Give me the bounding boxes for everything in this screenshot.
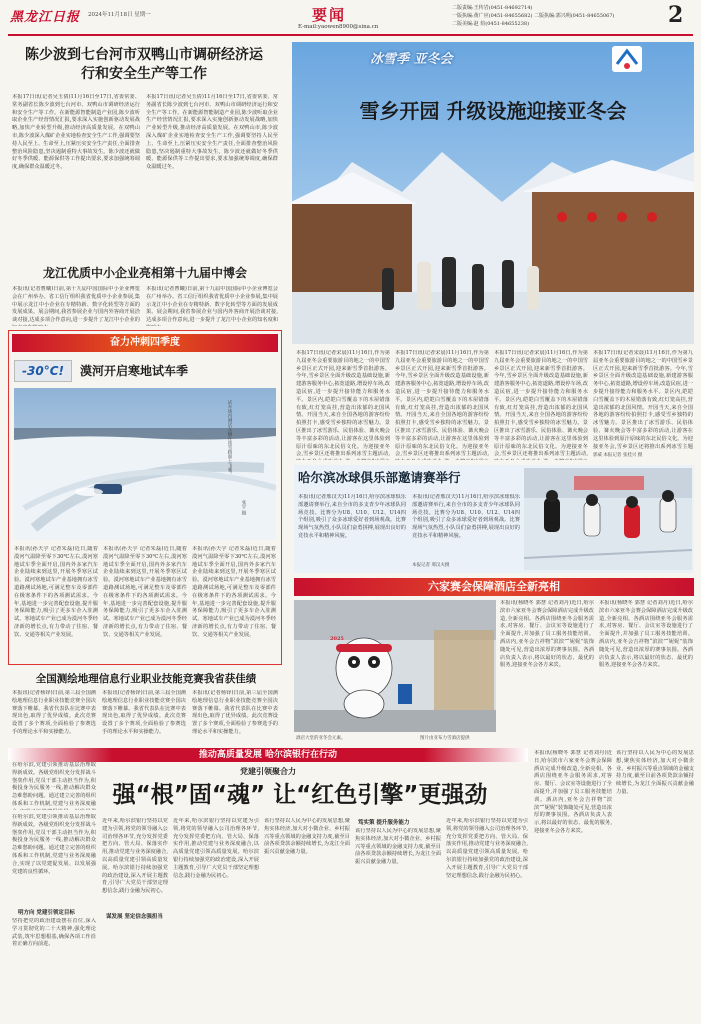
headline-article4: 全国测绘地理信息行业职业技能竞赛我省获佳绩: [35, 673, 257, 685]
hotels-body-col2: 本报讯(杨晓冬 郭慧 记者刘丹)近日,哈尔滨市六家亚冬会赛会保障酒店完成升级改造,全新亮相。各酒店围绕亚冬会服务需求,对客房、餐厅、会议室等设施进行了全面提升,并加强了员工服务技能培训。酒店内,亚冬会吉祥物“滨滨”“妮妮”装饰随处可见,营造出浓厚的赛事氛围。各酒店负责人表示,将以最好的状态、最优的服务,迎接亚冬会各方来宾。: [599, 600, 693, 669]
issue-date: 2024年11月18日 星期一: [88, 12, 151, 18]
bank-body-col1: 近年来,哈尔滨银行坚持以党建为引领,将党的领导融入公司治理各环节,充分发挥党委把方向、管大局、保落实作用,推动党建与业务深度融合,以高质量党建引领高质量发展。哈尔滨银行持续加强党的政治建设,深入开展主题教育,引导广大党员干部坚定理想信念,践行金融为民初心。: [102, 818, 168, 895]
article4-body-col1: 本报讯(记者杨铎)日前,第三届全国测绘地理信息行业职业技能竞赛全国决赛落下帷幕。我省代表队在比赛中表现出色,取得了优异成绩。此次竞赛设置了多个赛项,全面检验了参赛选手的理论水平和实操能力。: [12, 690, 96, 735]
article5-body-top: 在哈尔滨,党建引领推动基层治理取得新成效。各级党组织充分发挥战斗堡垒作用,党员干部主动担当作为,积极投身为民服务一线,推动解决群众急难愁盼问题。通过建立完善的组织体系和工作机制,党建与业务深度融: [12, 762, 96, 807]
hero-logo-line: 冰雪季 亚冬会: [370, 52, 453, 67]
section-email: E-mail:yaowen8900@sina.cn: [298, 24, 379, 30]
photographer-hero: 郭威 本报记者 张桂兴 摄: [593, 453, 643, 458]
headline-bank: 强“根”固“魂” 让“红色引擎”更强劲: [112, 782, 488, 808]
hockey-body-col2: 本报讯(记者邢汉夫)11月16日,哈尔滨冰球俱乐部邀请赛举行,来自全市的多支青少年冰球队同场竞技。比赛分为U8、U10、U12、U14四个组别,吸引了众多冰球爱好者到场观战。比赛现场气氛热烈,小队员们奋勇拼搏,展现出良好的竞技水平和精神风貌。: [412, 494, 520, 539]
hero-body-col1: 本报17日讯(记者宋晨)11月16日,作为第九届亚冬会重要旅游目的地之一的中国雪乡景区正式开园,迎来新雪季首批游客。今年,雪乡景区全面升级改造基础设施,新建游客服务中心,拓宽道路,增设停车场,改造民宿,进一步提升接待能力和服务水平。景区内,皑皑白雪覆盖下的木屋错落有致,红灯笼高挂,营造出浓郁的北国风情。开园当天,来自全国各地的游客纷纷拍照打卡,感受雪乡独特的冰雪魅力。景区推出了冰雪游乐、民俗体验、篝火晚会等丰富多彩的活动,让游客在这里体验到原汁原味的东北民俗文化。为迎接亚冬会,雪乡景区还将推出系列冰雪主题活动,: [296, 350, 390, 458]
hero-body-col2: 本报17日讯(记者宋晨)11月16日,作为第九届亚冬会重要旅游目的地之一的中国雪乡景区正式开园,迎来新雪季首批游客。今年,雪乡景区全面升级改造基础设施,新建游客服务中心,拓宽道路,增设停车场,改造民宿,进一步提升接待能力和服务水平。景区内,皑皑白雪覆盖下的木屋错落有致,红灯笼高挂,营造出浓郁的北国风情。开园当天,来自全国各地的游客纷纷拍照打卡,感受雪乡独特的冰雪魅力。景区推出了冰雪游乐、民俗体验、篝火晚会等丰富多彩的活动,让游客在这里体验到原汁原味的东北民俗文化。为迎接亚冬会,雪乡景区还将推出系列冰雪主题活动,: [395, 350, 489, 458]
headline-hero: 雪乡开园 升级设施迎接亚冬会: [359, 99, 627, 123]
headline-article3: 漠河开启寒地试车季: [80, 364, 189, 378]
section-title: 要闻: [312, 6, 347, 24]
photo-hockey-players: [524, 468, 692, 570]
photo-caption-article3: 试车场内测试车辆在冰雪路面上飞驰。: [227, 400, 232, 477]
asian-winter-games-emblem: [612, 46, 642, 72]
hero-body-col3: 本报17日讯(记者宋晨)11月16日,作为第九届亚冬会重要旅游目的地之一的中国雪乡景区正式开园,迎来新雪季首批游客。今年,雪乡景区全面升级改造基础设施,新建游客服务中心,拓宽道路,增设停车场,改造民宿,进一步提升接待能力和服务水平。景区内,皑皑白雪覆盖下的木屋错落有致,红灯笼高挂,营造出浓郁的北国风情。开园当天,来自全国各地的游客纷纷拍照打卡,感受雪乡独特的冰雪魅力。景区推出了冰雪游乐、民俗体验、篝火晚会等丰富多彩的活动,让游客在这里体验到原汁原味的东北民俗文化。为迎接亚冬会,雪乡景区还将推出系列冰雪主题活动,: [494, 350, 588, 458]
bank-body-col6: 该行坚持以人民为中心的发展思想,聚焦实体经济,加大对小微企业、乡村振兴等重点领域的金融支持力度,截至目前各项贷款余额持续增长,为龙江全面振兴贡献金融力量。: [616, 750, 694, 795]
hotels-body-col3: 本报讯(杨晓冬 郭慧 记者刘丹)近日,哈尔滨市六家亚冬会赛会保障酒店完成升级改造,全新亮相。各酒店围绕亚冬会服务需求,对客房、餐厅、会议室等设施进行了全面提升,并加强了员工服务技能培训。酒店内,亚冬会吉祥物“滨滨”“妮妮”装饰随处可见,营造出浓厚的赛事氛围。各酒店负责人表示,将以最好的状态、最优的服务,迎接亚冬会各方来宾。: [534, 750, 612, 834]
banner-fourth-quarter: 奋力冲刺四季度: [12, 334, 278, 352]
newspaper-logo: 黑龙江日报: [10, 10, 81, 25]
bank-body-col5: 近年来,哈尔滨银行坚持以党建为引领,将党的领导融入公司治理各环节,充分发挥党委把方向、管大局、保落实作用,推动党建与业务深度融合,以高质量党建引领高质量发展。哈尔滨银行持续加强党的政治建设,深入开展主题教育,引导广大党员干部坚定理想信念,践行金融为民初心。: [446, 818, 528, 879]
subhead-article5: 明方向 党建引领定目标: [18, 910, 75, 916]
headline-article1: 陈少波到七台河市双鸭山市调研经济运行和安全生产等工作: [25, 47, 263, 82]
article3-body-col3: 本报讯(孙天宇 记者朱磊)近日,随着漠河气温降至零下30℃左右,漠河寒地试车季全面开启,国内外多家汽车企业陆续来到这里,开展冬季寒区试验。漠河寒地试车产业基地拥有冰雪道路测试场地,可满足整车及零部件在极寒条件下的各项测试需求。今年,基地进一步完善配套设施,提升服务保障能力,吸引了更多车企入驻测试。寒地试车产业已成为漠河冬季经济新的增长点,有力带动了住宿、餐饮、交通等相关产业发展。: [192, 546, 276, 638]
photographer-hotels: 图片由亚布力雪酒店提供: [420, 736, 470, 741]
hockey-body-col1: 本报讯(记者邢汉夫)11月16日,哈尔滨冰球俱乐部邀请赛举行,来自全市的多支青少年冰球队同场竞技。比赛分为U8、U10、U12、U14四个组别,吸引了众多冰球爱好者到场观战。比赛现场气氛热烈,小队员们奋勇拼搏,展现出良好的竞技水平和精神风貌。: [298, 494, 406, 539]
page-number: 2: [668, 2, 684, 28]
editor-credits: [452, 4, 615, 28]
article3-body-col1: 本报讯(孙天宇 记者朱磊)近日,随着漠河气温降至零下30℃左右,漠河寒地试车季全面开启,国内外多家汽车企业陆续来到这里,开展冬季寒区试验。漠河寒地试车产业基地拥有冰雪道路测试场地,可满足整车及零部件在极寒条件下的各项测试需求。今年,基地进一步完善配套设施,提升服务保障能力,吸引了更多车企入驻测试。寒地试车产业已成为漠河冬季经济新的增长点,有力带动了住宿、餐饮、交通等相关产业发展。: [14, 546, 98, 638]
hero-body-col4: 本报17日讯(记者宋晨)11月16日,作为第九届亚冬会重要旅游目的地之一的中国雪乡景区正式开园,迎来新雪季首批游客。今年,雪乡景区全面升级改造基础设施,新建游客服务中心,拓宽道路,增设停车场,改造民宿,进一步提升接待能力和服务水平。景区内,皑皑白雪覆盖下的木屋错落有致,红灯笼高挂,营造出浓郁的北国风情。开园当天,来自全国各地的游客纷纷拍照打卡,感受雪乡独特的冰雪魅力。景区推出了冰雪游乐、民俗体验、篝火晚会等丰富多彩的活动,让游客在这里体验到原汁原味的东北民俗文化。为迎接亚冬会,雪乡景区还将推出系列冰雪主题: [593, 350, 693, 450]
subhead-bank-2: 谋发展 坚定信念强担当: [106, 914, 163, 920]
bank-body-col2: 近年来,哈尔滨银行坚持以党建为引领,将党的领导融入公司治理各环节,充分发挥党委把方向、管大局、保落实作用,推动党建与业务深度融合,以高质量党建引领高质量发展。哈尔滨银行持续加强党的政治建设,深入开展主题教育,引导广大党员干部坚定理想信念,践行金融为民初心。: [173, 818, 259, 879]
article2-body-col2: 本报讯(记者曹曦)日前,第十九届中国国际中小企业博览会在广州举办。省工信厅组织我省优质中小企业参展,集中展示龙江中小企业在专精特新、数字化转型等方面的发展成果。展会期间,我省参展企业与国内外客商开展洽谈对接,达成多项合作意向,进一步提升了龙江中小企业的知名度和: [146, 286, 278, 324]
headline-article2: 龙江优质中小企业亮相第十九届中博会: [42, 266, 247, 280]
bank-body-col3: 该行坚持以人民为中心的发展思想,聚焦实体经济,加大对小微企业、乡村振兴等重点领域的金融支持力度,截至目前各项贷款余额持续增长,为龙江全面振兴贡献金融力量。: [264, 818, 350, 856]
article3-body-col2: 本报讯(孙天宇 记者朱磊)近日,随着漠河气温降至零下30℃左右,漠河寒地试车季全面开启,国内外多家汽车企业陆续来到这里,开展冬季寒区试验。漠河寒地试车产业基地拥有冰雪道路测试场地,可满足整车及零部件在极寒条件下的各项测试需求。今年,基地进一步完善配套设施,提升服务保障能力,吸引了更多车企入驻测试。寒地试车产业已成为漠河冬季经济新的增长点,有力带动了住宿、餐饮、交通等相关产业发展。: [103, 546, 187, 638]
kicker-bank: 党建引领聚合力: [240, 767, 296, 776]
mascot-badge: 2025: [330, 636, 344, 642]
article4-body-col2: 本报讯(记者杨铎)日前,第三届全国测绘地理信息行业职业技能竞赛全国决赛落下帷幕。我省代表队在比赛中表现出色,取得了优异成绩。此次竞赛设置了多个赛项,全面检验了参赛选手的理论水平和实操能力。: [102, 690, 186, 735]
photographer-hockey: 本报记者 邢汉夫摄: [412, 563, 450, 568]
editor-line: 一版执编:黄广应(0451-84655682) 二版执编:郭兴明(0451-84655067): [452, 13, 615, 19]
article4-body-col3: 本报讯(记者杨铎)日前,第三届全国测绘地理信息行业职业技能竞赛全国决赛落下帷幕。我省代表队在比赛中表现出色,取得了优异成绩。此次竞赛设置了多个赛项,全面检验了参赛选手的理论水平和实操能力。: [192, 690, 278, 735]
banner-hotels: 六家赛会保障酒店全新亮相: [294, 578, 694, 596]
editor-line: 二版美编:赵 煊(0451-84655238): [452, 21, 530, 27]
headline-hockey: 哈尔滨冰球俱乐部邀请赛举行: [298, 470, 461, 485]
bank-body-col4: 该行坚持以人民为中心的发展思想,聚焦实体经济,加大对小微企业、乡村振兴等重点领域的金融支持力度,截至目前各项贷款余额持续增长,为龙江全面振兴贡献金融力量。: [355, 828, 441, 866]
photo-winter-test-track: [14, 388, 276, 540]
article5-body-col1b: 坚持把党的政治建设摆在首位,深入学习贯彻党的二十大精神,强化理论武装,筑牢思想根基,确保各项工作沿着正确方向前进。: [12, 918, 96, 948]
article5-body-col1: 在哈尔滨,党建引领推动基层治理取得新成效。各级党组织充分发挥战斗堡垒作用,党员干部主动担当作为,积极投身为民服务一线,推动解决群众急难愁盼问题。通过建立完善的组织体系和工作机制,党建与业务深度融合,实现了以党建促发展、以发展强党建的良性循环。: [12, 814, 96, 875]
photo-hotel-lobby-mascot: [294, 600, 496, 732]
subhead-bank-3: 笃实策 提升服务能力: [358, 820, 410, 826]
banner-bank: 推动高质量发展 哈尔滨银行在行动: [8, 748, 528, 762]
photo-caption-hotels: 酒店大堂的亚冬会元素。: [296, 736, 346, 741]
article1-body-col1: 本报17日讯(记者吴玉倩)11月16日至17日,省委常委、常务副省长陈少波到七台河市、双鸭山市调研经济运行和安全生产等工作。在新能源智能制造产业园,陈少波听取企业生产经营情况汇报,要求深入实施创新驱动发展战略,加快产业转型升级,推动经济高质量发展。在双鸭山市,陈少波深入煤矿企业实地检查安全生产工作,强调要坚持人民至上、生命至上,压紧压实安全生产责任,全面排查整治风险隐患,坚决遏制重特大事故发生。陈少波还就做好冬季供暖、能源保供等工作提出要求,要求加强统筹调度,确保群众温暖过冬。: [12, 94, 140, 171]
editor-line: 二版责编:王传岩(0451-84692714): [452, 5, 533, 11]
photographer-article3: 张宇 摄: [241, 500, 246, 515]
article2-body-col1: 本报讯(记者曹曦)日前,第十九届中国国际中小企业博览会在广州举办。省工信厅组织我省优质中小企业参展,集中展示龙江中小企业在专精特新、数字化转型等方面的发展成果。展会期间,我省参展企业与国内外客商开展洽谈对接,达成多项合作意向,进一步提升了龙江中小企业的: [12, 286, 140, 324]
header-rule: [8, 34, 693, 36]
temperature-badge: -30°C!: [14, 360, 72, 382]
photo-snow-town: [292, 42, 694, 344]
article1-body-col2: 本报17日讯(记者吴玉倩)11月16日至17日,省委常委、常务副省长陈少波到七台河市、双鸭山市调研经济运行和安全生产等工作。在新能源智能制造产业园,陈少波听取企业生产经营情况汇报,要求深入实施创新驱动发展战略,加快产业转型升级,推动经济高质量发展。在双鸭山市,陈少波深入煤矿企业实地检查安全生产工作,强调要坚持人民至上、生命至上,压紧压实安全生产责任,全面排查整治风险隐患,坚决遏制重特大事故发生。陈少波还就做好冬季供暖、能源保供等工作提出要求,要求加强统筹调度,确保群众温暖过冬。: [146, 94, 278, 171]
hotels-body-col1: 本报讯(杨晓冬 郭慧 记者刘丹)近日,哈尔滨市六家亚冬会赛会保障酒店完成升级改造,全新亮相。各酒店围绕亚冬会服务需求,对客房、餐厅、会议室等设施进行了全面提升,并加强了员工服务技能培训。酒店内,亚冬会吉祥物“滨滨”“妮妮”装饰随处可见,营造出浓厚的赛事氛围。各酒店负责人表示,将以最好的状态、最优的服务,迎接亚冬会各方来宾。: [500, 600, 594, 669]
